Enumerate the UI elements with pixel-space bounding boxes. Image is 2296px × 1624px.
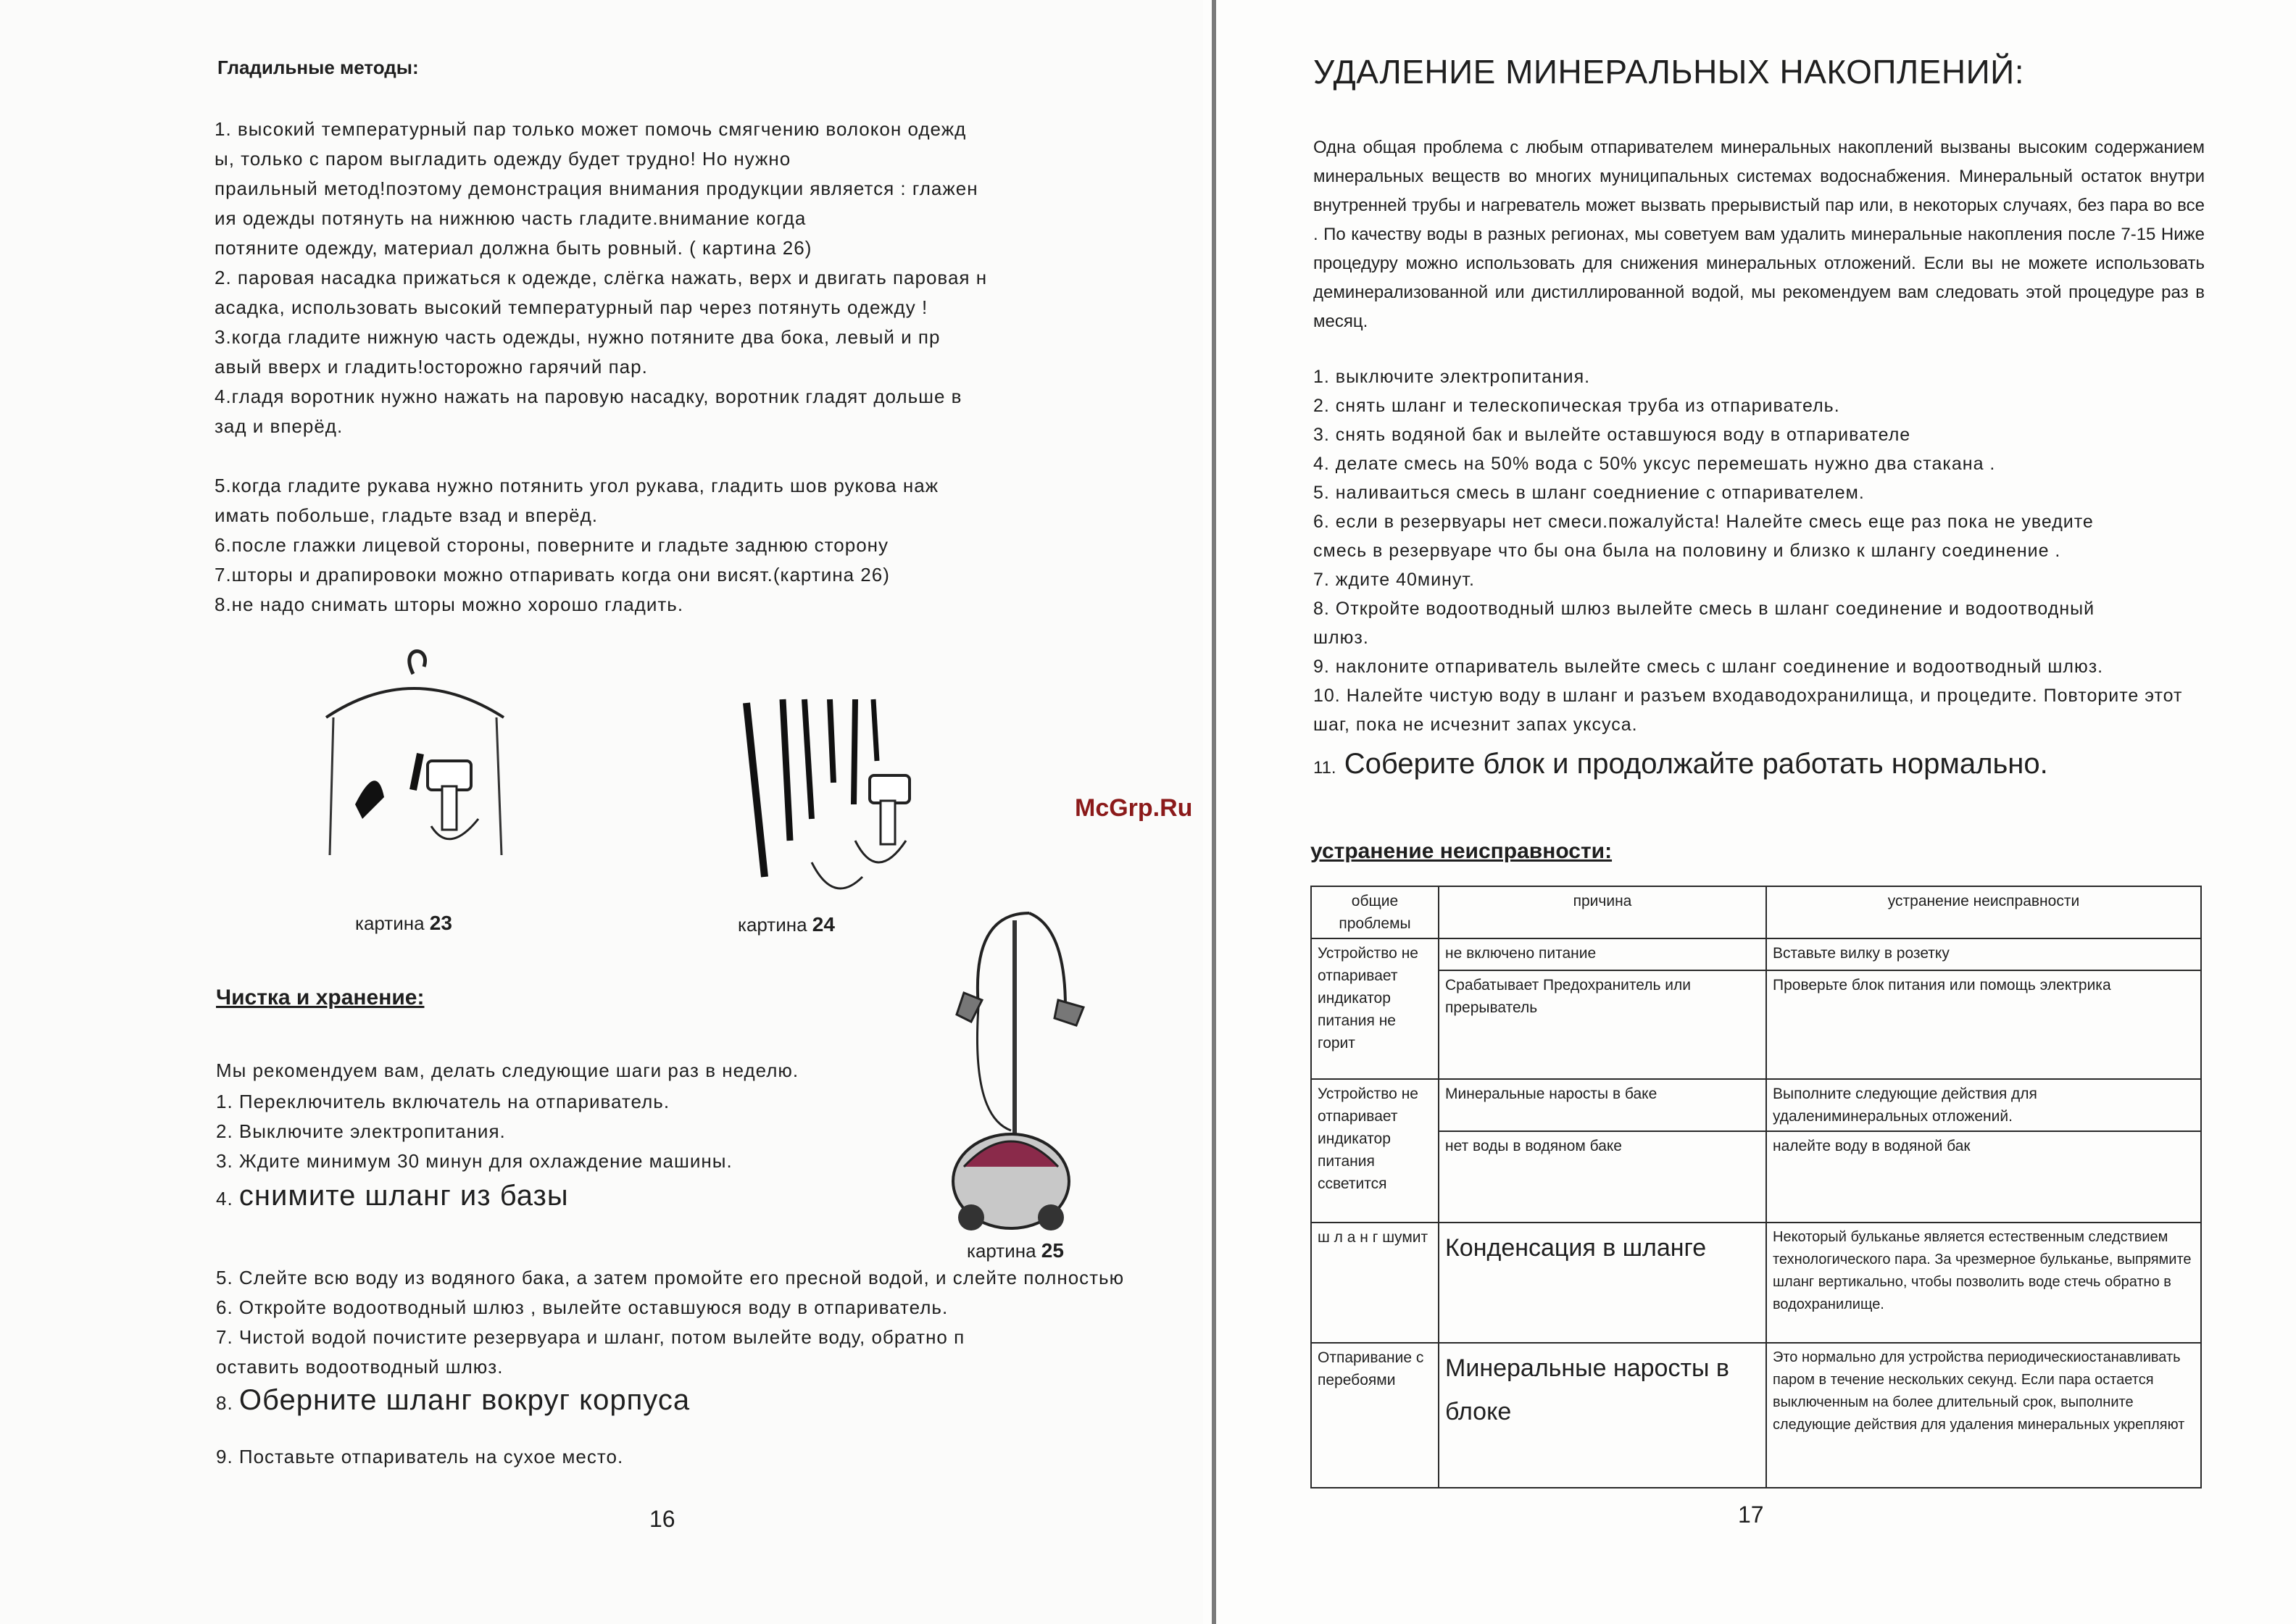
fix-cell: Это нормально для устройства периодическиостанавливать паром в течение нескольких секунд. Если пара остается выключенным на более длительный срок, выполните следующие действия для удаления минеральных укрепляют (1766, 1343, 2201, 1488)
illustration-curtain-steaming (725, 696, 942, 906)
page-spine (1212, 0, 1216, 1624)
illustration-garment-steamer (942, 899, 1116, 1239)
caption-figure-25: картина 25 (967, 1239, 1064, 1262)
cause-cell: Минеральные наросты в баке (1439, 1079, 1766, 1131)
problem-cell: Отпаривание с перебоями (1311, 1343, 1439, 1488)
mineral-step: 8. Откройте водоотводный шлюз вылейте смесь в шланг соединение и водоотводный (1313, 599, 2095, 619)
header-cause: причина (1439, 886, 1766, 938)
problem-cell: Устройство не отпаривает индикатор питания не горит (1311, 938, 1439, 1079)
cleaning-step: 3. Ждите минимум 30 минун для охлаждение машины. (216, 1150, 733, 1172)
cause-cell: Срабатывает Предохранитель или прерыватель (1439, 970, 1766, 1079)
caption-figure-23: картина 23 (355, 912, 452, 934)
header-fix: устранение неисправности (1766, 886, 2201, 938)
table-row (1311, 1079, 2201, 1131)
mineral-step: шлюз. (1313, 628, 1369, 648)
ironing-methods-heading: Гладильные методы: (217, 57, 419, 78)
mineral-step: 5. наливаиться смесь в шланг соедниение с отпаривателем. (1313, 483, 1865, 503)
table-row (1311, 1131, 2201, 1223)
page-number-right: 17 (1738, 1502, 1764, 1528)
troubleshooting-heading: устранение неисправности: (1310, 839, 1613, 863)
table-row (1311, 1343, 2201, 1488)
ironing-line: 6.после глажки лицевой стороны, поверните и гладьте заднюю сторону (215, 534, 889, 556)
troubleshooting-table (1310, 886, 2202, 1488)
cause-cell: нет воды в водяном баке (1439, 1131, 1766, 1223)
cleaning-step: 6. Откройте водоотводный шлюз , вылейте оставшуюся воду в отпариватель. (216, 1296, 949, 1318)
cause-cell: Конденсация в шланге (1439, 1223, 1766, 1343)
mineral-step: 7. ждите 40минут. (1313, 570, 1475, 590)
cleaning-step: 1. Переключитель включатель на отпариватель. (216, 1091, 670, 1112)
ironing-line: праильный метод!поэтому демонстрация внимания продукции является : глажен (215, 178, 978, 199)
table-row (1311, 938, 2201, 970)
problem-cell: ш л а н г шумит (1311, 1223, 1439, 1343)
fix-cell: Вставьте вилку в розетку (1766, 938, 2201, 970)
fix-cell: Некоторый бульканье является естественным следствием технологического пара. За чрезмерное бульканье, выпрямите шланг вертикально, чтобы позволить воде стечь обратно в водохранилище. (1766, 1223, 2201, 1343)
cleaning-storage-heading: Чистка и хранение: (216, 986, 425, 1009)
ironing-line: авый вверх и гладить!осторожно гарячий пар. (215, 356, 648, 378)
ironing-line: потяните одежду, материал должна быть ровный. ( картина 26) (215, 237, 812, 259)
ironing-line: 2. паровая насадка прижаться к одежде, слёгка нажать, верх и двигать паровая н (215, 267, 988, 288)
ironing-line: 1. высокий температурный пар только может помочь смягчению волокон одежд (215, 118, 967, 140)
table-row (1311, 970, 2201, 1079)
mineral-step: шаг, пока не исчезнит запах уксуса. (1313, 715, 1638, 735)
fix-cell: налейте воду в водяной бак (1766, 1131, 2201, 1223)
ironing-line: имать побольше, гладьте взад и вперёд. (215, 504, 599, 526)
cleaning-step-4: 4. снимите шланг из базы (216, 1180, 569, 1212)
mineral-step: 6. если в резервуары нет смеси.пожалуйста! Налейте смесь еще раз пока не уведите (1313, 512, 2094, 532)
ironing-line: зад и вперёд. (215, 415, 344, 437)
mineral-step-11: 11. Соберите блок и продолжайте работать нормально. (1313, 748, 2048, 780)
ironing-line: асадка, использовать высокий температурный пар через потянуть одежду ! (215, 296, 928, 318)
mineral-removal-title: УДАЛЕНИЕ МИНЕРАЛЬНЫХ НАКОПЛЕНИЙ: (1313, 53, 2024, 91)
fix-cell: Проверьте блок питания или помощь электрика (1766, 970, 2201, 1079)
cleaning-intro: Мы рекомендуем вам, делать следующие шаги раз в неделю. (216, 1059, 799, 1081)
table-row (1311, 1223, 2201, 1343)
cleaning-step: 5. Слейте всю воду из водяного бака, а затем промойте его пресной водой, и слейте полностью (216, 1267, 1125, 1288)
mineral-step: 2. снять шланг и телескопическая труба из отпариватель. (1313, 396, 1840, 416)
table-header-row (1311, 886, 2201, 938)
watermark: McGrp.Ru (1075, 794, 1193, 822)
cleaning-step: 7. Чистой водой почистите резервуара и шланг, потом вылейте воду, обратно п (216, 1326, 965, 1348)
cause-cell: Минеральные наросты в блоке (1439, 1343, 1766, 1488)
ironing-line: 3.когда гладите нижную часть одежды, нужно потяните два бока, левый и пр (215, 326, 941, 348)
header-problems: общие проблемы (1311, 886, 1439, 938)
ironing-line: 7.шторы и драпировоки можно отпаривать когда они висят.(картина 26) (215, 564, 890, 586)
cleaning-step: оставить водоотводный шлюз. (216, 1356, 504, 1378)
ironing-line: 8.не надо снимать шторы можно хорошо гладить. (215, 594, 684, 615)
mineral-removal-paragraph: Одна общая проблема с любым отпаривателем минеральных накоплений вызваны высоким содержанием минеральных веществ во многих муниципальных системах водоснабжения. Минеральный остаток внутри внутренней трубы и нагреватель может вызвать прерывистый пар или, в некоторых случаях, без пара во все . По качеству воды в разных регионах, мы советуем вам удалить минеральные накопления после 7-15 Ниже процедуру можно использовать для снижения минеральных отложений. Если вы не можете использовать деминерализованной или дистиллированной водой, мы рекомендуем вам следовать этой процедуре раз в месяц. (1313, 138, 2205, 331)
ironing-line: ы, только с паром выгладить одежду будет трудно! Но нужно (215, 148, 791, 170)
mineral-step: смесь в резервуаре что бы она была на половину и близко к шлангу соединение . (1313, 541, 2061, 561)
mineral-step: 1. выключите электропитания. (1313, 367, 1591, 387)
page-number-left: 16 (649, 1506, 675, 1532)
cause-cell: не включено питание (1439, 938, 1766, 970)
mineral-step: 10. Налейте чистую воду в шланг и разъем входаводохранилища, и процедите. Повторите этот (1313, 686, 2183, 706)
fix-cell: Выполните следующие действия для удалениминеральных отложений. (1766, 1079, 2201, 1131)
problem-cell: Устройство не отпаривает индикатор питания ссветится (1311, 1079, 1439, 1223)
cleaning-step: 9. Поставьте отпариватель на сухое место. (216, 1446, 624, 1467)
mineral-step: 3. снять водяной бак и вылейте оставшуюся воду в отпаривателе (1313, 425, 1911, 445)
cleaning-step-8: 8. Оберните шланг вокруг корпуса (216, 1384, 691, 1416)
mineral-step: 4. делате смесь на 50% вода с 50% уксус перемешать нужно два стакана . (1313, 454, 1996, 474)
illustration-garment-steaming (312, 638, 522, 870)
ironing-line: 5.когда гладите рукава нужно потянить угол рукава, гладить шов рукова наж (215, 475, 939, 496)
ironing-line: 4.гладя воротник нужно нажать на паровую насадку, воротник гладят дольше в (215, 386, 962, 407)
mineral-step: 9. наклоните отпариватель вылейте смесь с шланг соединение и водоотводный шлюз. (1313, 657, 2104, 677)
caption-figure-24: картина 24 (738, 913, 835, 936)
ironing-line: ия одежды потянуть на нижнюю часть гладите.внимание когда (215, 207, 807, 229)
cleaning-step: 2. Выключите электропитания. (216, 1120, 506, 1142)
